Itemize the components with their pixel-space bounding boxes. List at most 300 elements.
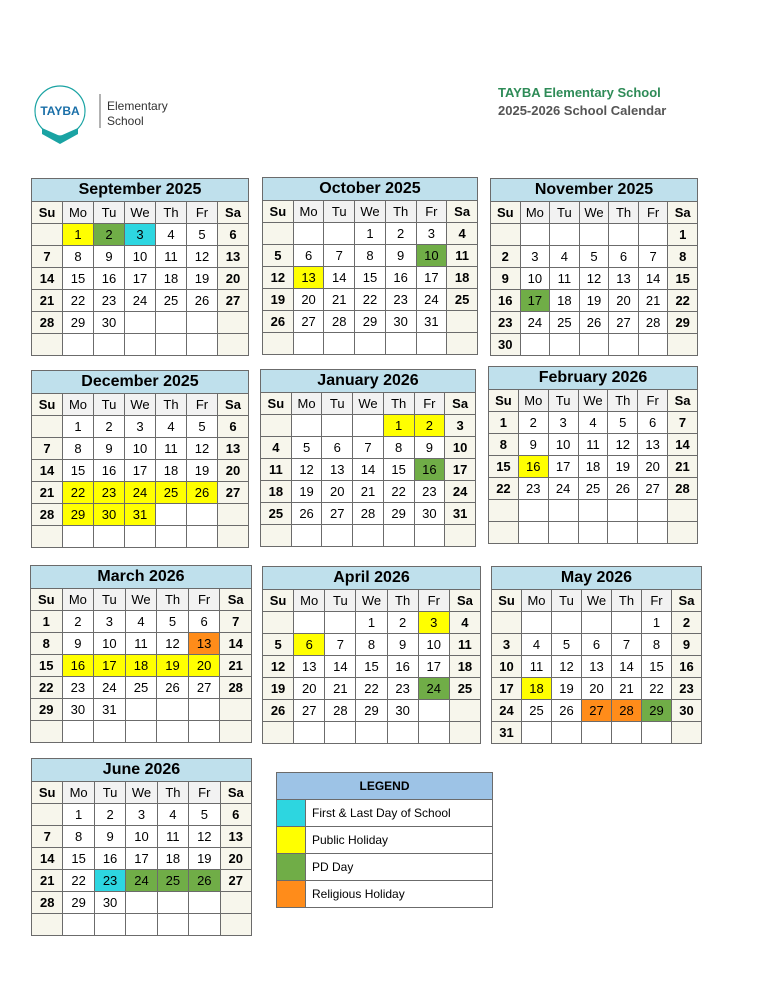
month-calendar xyxy=(490,178,698,356)
weekday-header: Tu xyxy=(94,589,126,611)
empty-cell xyxy=(552,612,582,634)
empty-cell xyxy=(582,722,612,744)
day-cell: 22 xyxy=(489,478,519,500)
empty-cell xyxy=(578,500,608,522)
empty-cell xyxy=(263,223,294,245)
empty-cell xyxy=(63,914,94,936)
empty-cell xyxy=(189,914,220,936)
day-cell: 4 xyxy=(447,223,478,245)
legend-swatch-religious-holiday xyxy=(277,881,306,908)
day-cell: 31 xyxy=(492,722,522,744)
day-cell: 28 xyxy=(220,677,252,699)
day-cell: 27 xyxy=(220,870,251,892)
day-cell: 9 xyxy=(94,826,125,848)
day-cell: 15 xyxy=(63,460,94,482)
day-cell: 26 xyxy=(552,700,582,722)
empty-cell xyxy=(263,612,294,634)
weekday-header: Fr xyxy=(187,202,218,224)
day-cell: 1 xyxy=(383,415,414,437)
day-cell: 21 xyxy=(324,289,355,311)
day-cell: 8 xyxy=(63,246,94,268)
empty-cell xyxy=(125,721,157,743)
empty-cell xyxy=(187,504,218,526)
day-cell: 24 xyxy=(548,478,578,500)
weekday-header: Sa xyxy=(220,782,251,804)
day-cell: 31 xyxy=(125,504,156,526)
empty-cell xyxy=(322,415,353,437)
day-cell: 12 xyxy=(291,459,322,481)
day-cell: 2 xyxy=(518,412,548,434)
weekday-header: Tu xyxy=(94,394,125,416)
empty-cell xyxy=(609,224,639,246)
day-cell: 16 xyxy=(518,456,548,478)
logo-caption-line2: School xyxy=(107,114,144,128)
day-cell: 1 xyxy=(63,224,94,246)
day-cell: 13 xyxy=(293,267,324,289)
month-calendar xyxy=(491,566,702,744)
empty-cell xyxy=(94,526,125,548)
empty-cell xyxy=(294,612,325,634)
day-cell: 25 xyxy=(522,700,552,722)
day-cell: 7 xyxy=(32,826,63,848)
day-cell: 3 xyxy=(520,246,550,268)
empty-cell xyxy=(94,914,125,936)
weekday-header: Mo xyxy=(293,201,324,223)
day-cell: 3 xyxy=(125,224,156,246)
day-cell: 24 xyxy=(416,289,447,311)
day-cell: 27 xyxy=(638,478,668,500)
day-cell: 30 xyxy=(94,892,125,914)
day-cell: 8 xyxy=(489,434,519,456)
weekday-header: Su xyxy=(263,590,294,612)
empty-cell xyxy=(187,312,218,334)
day-cell: 31 xyxy=(416,311,447,333)
day-cell: 6 xyxy=(218,416,249,438)
weekday-header: Su xyxy=(491,202,521,224)
day-cell: 9 xyxy=(518,434,548,456)
day-cell: 22 xyxy=(31,677,63,699)
day-cell: 30 xyxy=(672,700,702,722)
day-cell: 22 xyxy=(63,870,94,892)
empty-cell xyxy=(157,892,188,914)
day-cell: 15 xyxy=(489,456,519,478)
day-cell: 31 xyxy=(445,503,476,525)
empty-cell xyxy=(220,892,251,914)
weekday-header: Fr xyxy=(416,201,447,223)
day-cell: 3 xyxy=(416,223,447,245)
day-cell: 25 xyxy=(447,289,478,311)
weekday-header: Su xyxy=(31,589,63,611)
day-cell: 18 xyxy=(578,456,608,478)
day-cell: 30 xyxy=(491,334,521,356)
day-cell: 9 xyxy=(414,437,445,459)
weekday-header: Mo xyxy=(520,202,550,224)
legend-title: LEGEND xyxy=(277,773,493,800)
weekday-header: Sa xyxy=(449,590,480,612)
empty-cell xyxy=(447,311,478,333)
weekday-header: Fr xyxy=(188,589,220,611)
day-cell: 12 xyxy=(263,267,294,289)
empty-cell xyxy=(325,722,356,744)
empty-cell xyxy=(293,223,324,245)
day-cell: 16 xyxy=(387,656,418,678)
day-cell: 27 xyxy=(188,677,220,699)
day-cell: 6 xyxy=(322,437,353,459)
month-title: June 2026 xyxy=(32,759,252,782)
weekday-header: Tu xyxy=(94,202,125,224)
day-cell: 9 xyxy=(387,634,418,656)
day-cell: 20 xyxy=(638,456,668,478)
empty-cell xyxy=(492,612,522,634)
day-cell: 19 xyxy=(291,481,322,503)
day-cell: 21 xyxy=(325,678,356,700)
empty-cell xyxy=(125,312,156,334)
day-cell: 2 xyxy=(94,416,125,438)
day-cell: 6 xyxy=(218,224,249,246)
day-cell: 23 xyxy=(94,482,125,504)
empty-cell xyxy=(387,722,418,744)
empty-cell xyxy=(447,333,478,355)
empty-cell xyxy=(218,526,249,548)
day-cell: 12 xyxy=(189,826,220,848)
weekday-header: Tu xyxy=(550,202,580,224)
empty-cell xyxy=(125,526,156,548)
day-cell: 9 xyxy=(62,633,94,655)
weekday-header: Fr xyxy=(642,590,672,612)
day-cell: 27 xyxy=(218,482,249,504)
day-cell: 2 xyxy=(385,223,416,245)
day-cell: 7 xyxy=(220,611,252,633)
day-cell: 17 xyxy=(126,848,157,870)
day-cell: 17 xyxy=(416,267,447,289)
month-title: December 2025 xyxy=(32,371,249,394)
day-cell: 3 xyxy=(125,416,156,438)
day-cell: 19 xyxy=(189,848,220,870)
empty-cell xyxy=(612,612,642,634)
empty-cell xyxy=(385,333,416,355)
day-cell: 24 xyxy=(126,870,157,892)
day-cell: 26 xyxy=(608,478,638,500)
empty-cell xyxy=(449,722,480,744)
empty-cell xyxy=(32,224,63,246)
day-cell: 18 xyxy=(449,656,480,678)
empty-cell xyxy=(157,721,189,743)
month-title: November 2025 xyxy=(491,179,698,202)
day-cell: 22 xyxy=(383,481,414,503)
weekday-header: Tu xyxy=(324,201,355,223)
day-cell: 19 xyxy=(263,678,294,700)
day-cell: 14 xyxy=(612,656,642,678)
day-cell: 20 xyxy=(218,460,249,482)
day-cell: 5 xyxy=(608,412,638,434)
day-cell: 5 xyxy=(189,804,220,826)
day-cell: 28 xyxy=(32,504,63,526)
empty-cell xyxy=(157,699,189,721)
day-cell: 6 xyxy=(609,246,639,268)
day-cell: 21 xyxy=(612,678,642,700)
day-cell: 4 xyxy=(125,611,157,633)
weekday-header: Su xyxy=(32,394,63,416)
day-cell: 7 xyxy=(32,246,63,268)
day-cell: 6 xyxy=(293,245,324,267)
day-cell: 28 xyxy=(353,503,384,525)
empty-cell xyxy=(418,700,449,722)
weekday-header: Mo xyxy=(291,393,322,415)
empty-cell xyxy=(638,500,668,522)
empty-cell xyxy=(156,526,187,548)
empty-cell xyxy=(449,700,480,722)
day-cell: 15 xyxy=(355,267,386,289)
day-cell: 4 xyxy=(261,437,292,459)
day-cell: 26 xyxy=(189,870,220,892)
empty-cell xyxy=(520,334,550,356)
empty-cell xyxy=(32,334,63,356)
day-cell: 25 xyxy=(156,290,187,312)
day-cell: 6 xyxy=(582,634,612,656)
empty-cell xyxy=(220,699,252,721)
day-cell: 16 xyxy=(672,656,702,678)
day-cell: 23 xyxy=(672,678,702,700)
day-cell: 17 xyxy=(492,678,522,700)
day-cell: 18 xyxy=(522,678,552,700)
day-cell: 24 xyxy=(520,312,550,334)
legend-label-religious-holiday: Religious Holiday xyxy=(306,881,493,908)
day-cell: 19 xyxy=(263,289,294,311)
day-cell: 26 xyxy=(263,700,294,722)
day-cell: 17 xyxy=(125,268,156,290)
day-cell: 27 xyxy=(294,700,325,722)
day-cell: 20 xyxy=(220,848,251,870)
day-cell: 10 xyxy=(416,245,447,267)
day-cell: 20 xyxy=(294,678,325,700)
day-cell: 15 xyxy=(31,655,63,677)
day-cell: 2 xyxy=(62,611,94,633)
empty-cell xyxy=(322,525,353,547)
weekday-header: Sa xyxy=(445,393,476,415)
empty-cell xyxy=(489,500,519,522)
day-cell: 28 xyxy=(668,478,698,500)
weekday-header: Su xyxy=(489,390,519,412)
empty-cell xyxy=(188,721,220,743)
weekday-header: Fr xyxy=(414,393,445,415)
weekday-header: We xyxy=(353,393,384,415)
day-cell: 2 xyxy=(491,246,521,268)
day-cell: 24 xyxy=(445,481,476,503)
day-cell: 17 xyxy=(520,290,550,312)
day-cell: 28 xyxy=(638,312,668,334)
day-cell: 23 xyxy=(62,677,94,699)
day-cell: 1 xyxy=(489,412,519,434)
day-cell: 8 xyxy=(63,826,94,848)
empty-cell xyxy=(32,804,63,826)
day-cell: 25 xyxy=(157,870,188,892)
weekday-header: Th xyxy=(157,589,189,611)
day-cell: 19 xyxy=(608,456,638,478)
day-cell: 16 xyxy=(94,848,125,870)
day-cell: 11 xyxy=(578,434,608,456)
day-cell: 8 xyxy=(383,437,414,459)
empty-cell xyxy=(672,722,702,744)
day-cell: 1 xyxy=(642,612,672,634)
day-cell: 9 xyxy=(94,438,125,460)
calendar-title: 2025-2026 School Calendar xyxy=(498,103,667,118)
day-cell: 4 xyxy=(156,224,187,246)
day-cell: 19 xyxy=(187,460,218,482)
day-cell: 28 xyxy=(32,892,63,914)
day-cell: 31 xyxy=(94,699,126,721)
month-calendar xyxy=(262,177,478,355)
day-cell: 5 xyxy=(263,245,294,267)
day-cell: 2 xyxy=(94,804,125,826)
day-cell: 13 xyxy=(220,826,251,848)
day-cell: 29 xyxy=(355,311,386,333)
weekday-header: Fr xyxy=(638,202,668,224)
weekday-header: Sa xyxy=(218,394,249,416)
day-cell: 14 xyxy=(324,267,355,289)
day-cell: 10 xyxy=(548,434,578,456)
empty-cell xyxy=(32,526,63,548)
day-cell: 10 xyxy=(125,246,156,268)
weekday-header: Th xyxy=(385,201,416,223)
empty-cell xyxy=(263,722,294,744)
day-cell: 8 xyxy=(31,633,63,655)
day-cell: 18 xyxy=(156,268,187,290)
empty-cell xyxy=(608,500,638,522)
empty-cell xyxy=(518,522,548,544)
day-cell: 1 xyxy=(356,612,387,634)
day-cell: 28 xyxy=(612,700,642,722)
day-cell: 23 xyxy=(518,478,548,500)
empty-cell xyxy=(414,525,445,547)
weekday-header: Th xyxy=(156,202,187,224)
empty-cell xyxy=(291,415,322,437)
empty-cell xyxy=(218,312,249,334)
empty-cell xyxy=(157,914,188,936)
day-cell: 7 xyxy=(32,438,63,460)
day-cell: 10 xyxy=(418,634,449,656)
empty-cell xyxy=(642,722,672,744)
empty-cell xyxy=(218,334,249,356)
weekday-header: We xyxy=(356,590,387,612)
day-cell: 13 xyxy=(322,459,353,481)
day-cell: 10 xyxy=(125,438,156,460)
day-cell: 10 xyxy=(520,268,550,290)
empty-cell xyxy=(489,522,519,544)
day-cell: 17 xyxy=(94,655,126,677)
day-cell: 1 xyxy=(355,223,386,245)
day-cell: 9 xyxy=(385,245,416,267)
month-calendar xyxy=(262,566,481,744)
empty-cell xyxy=(291,525,322,547)
day-cell: 30 xyxy=(94,312,125,334)
day-cell: 7 xyxy=(668,412,698,434)
day-cell: 16 xyxy=(414,459,445,481)
day-cell: 12 xyxy=(187,438,218,460)
day-cell: 23 xyxy=(94,870,125,892)
empty-cell xyxy=(445,525,476,547)
weekday-header: Tu xyxy=(552,590,582,612)
weekday-header: Sa xyxy=(668,202,698,224)
day-cell: 6 xyxy=(638,412,668,434)
month-calendar xyxy=(488,366,698,544)
month-calendar xyxy=(260,369,476,547)
day-cell: 1 xyxy=(63,804,94,826)
weekday-header: Mo xyxy=(63,202,94,224)
day-cell: 16 xyxy=(491,290,521,312)
weekday-header: Su xyxy=(263,201,294,223)
day-cell: 29 xyxy=(356,700,387,722)
day-cell: 7 xyxy=(612,634,642,656)
legend-swatch-public-holiday xyxy=(277,827,306,854)
day-cell: 29 xyxy=(63,312,94,334)
day-cell: 25 xyxy=(125,677,157,699)
empty-cell xyxy=(32,914,63,936)
day-cell: 30 xyxy=(62,699,94,721)
day-cell: 29 xyxy=(31,699,63,721)
day-cell: 24 xyxy=(125,482,156,504)
empty-cell xyxy=(668,500,698,522)
day-cell: 30 xyxy=(387,700,418,722)
weekday-header: Fr xyxy=(189,782,220,804)
month-title: January 2026 xyxy=(261,370,476,393)
day-cell: 11 xyxy=(156,438,187,460)
empty-cell xyxy=(383,525,414,547)
day-cell: 14 xyxy=(32,460,63,482)
day-cell: 10 xyxy=(126,826,157,848)
day-cell: 4 xyxy=(156,416,187,438)
day-cell: 22 xyxy=(355,289,386,311)
day-cell: 27 xyxy=(293,311,324,333)
day-cell: 26 xyxy=(187,482,218,504)
day-cell: 15 xyxy=(63,848,94,870)
legend-label-public-holiday: Public Holiday xyxy=(306,827,493,854)
weekday-header: Fr xyxy=(187,394,218,416)
empty-cell xyxy=(550,224,580,246)
legend-swatch-pd-day xyxy=(277,854,306,881)
weekday-header: We xyxy=(125,589,157,611)
empty-cell xyxy=(353,415,384,437)
month-calendar xyxy=(31,758,252,936)
empty-cell xyxy=(156,504,187,526)
day-cell: 11 xyxy=(125,633,157,655)
day-cell: 26 xyxy=(157,677,189,699)
day-cell: 13 xyxy=(294,656,325,678)
day-cell: 1 xyxy=(668,224,698,246)
day-cell: 13 xyxy=(218,438,249,460)
empty-cell xyxy=(94,721,126,743)
school-heading xyxy=(498,84,666,120)
day-cell: 5 xyxy=(187,416,218,438)
weekday-header: Tu xyxy=(94,782,125,804)
day-cell: 2 xyxy=(672,612,702,634)
day-cell: 27 xyxy=(582,700,612,722)
day-cell: 21 xyxy=(638,290,668,312)
weekday-header: Sa xyxy=(668,390,698,412)
day-cell: 25 xyxy=(156,482,187,504)
day-cell: 26 xyxy=(291,503,322,525)
day-cell: 8 xyxy=(355,245,386,267)
empty-cell xyxy=(579,334,609,356)
empty-cell xyxy=(156,312,187,334)
day-cell: 9 xyxy=(491,268,521,290)
day-cell: 25 xyxy=(550,312,580,334)
day-cell: 21 xyxy=(32,482,63,504)
day-cell: 19 xyxy=(157,655,189,677)
day-cell: 2 xyxy=(414,415,445,437)
empty-cell xyxy=(579,224,609,246)
empty-cell xyxy=(416,333,447,355)
empty-cell xyxy=(261,415,292,437)
